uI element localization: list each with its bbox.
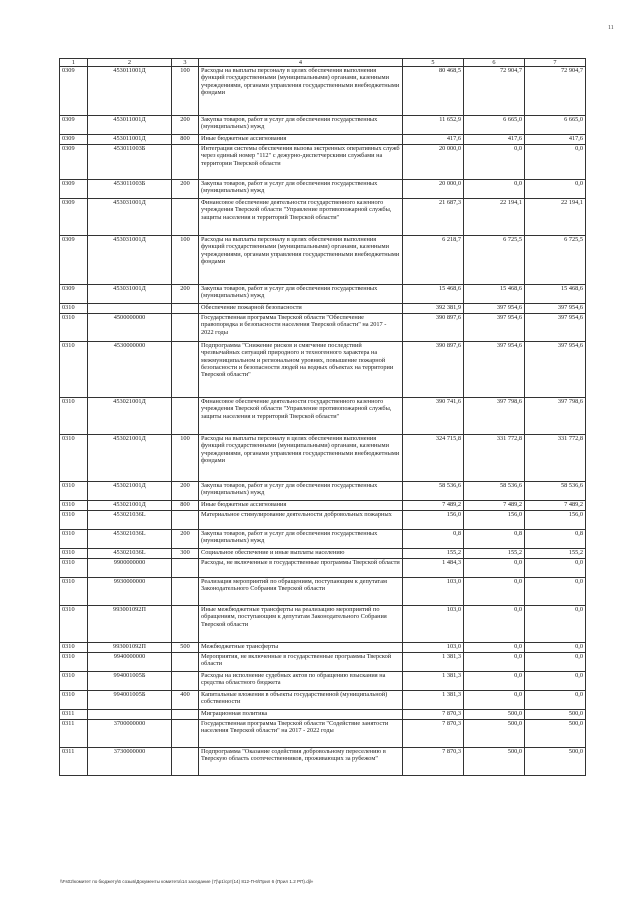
table-row xyxy=(60,653,586,672)
section-code-cell: 0310 xyxy=(60,314,88,342)
table-row xyxy=(60,314,586,342)
amount-year2-cell: 0,0 xyxy=(464,145,525,180)
target-article-cell: 453011001Д xyxy=(88,135,172,145)
target-article-cell: 4500000000 xyxy=(88,314,172,342)
target-article-cell: 453021001Д xyxy=(88,398,172,435)
amount-year3-cell: 0,0 xyxy=(525,653,586,672)
amount-year1-cell: 21 687,3 xyxy=(403,199,464,236)
amount-year2-cell: 156,0 xyxy=(464,511,525,530)
table-row xyxy=(60,549,586,559)
amount-year3-cell: 397 954,6 xyxy=(525,342,586,398)
column-header: 6 xyxy=(464,59,525,67)
amount-year2-cell: 397 954,6 xyxy=(464,342,525,398)
amount-year2-cell: 6 665,0 xyxy=(464,116,525,135)
expense-type-cell xyxy=(172,653,199,672)
table-row xyxy=(60,285,586,304)
target-article-cell: 453021036L xyxy=(88,530,172,549)
amount-year1-cell: 1 484,3 xyxy=(403,559,464,578)
amount-year3-cell: 500,0 xyxy=(525,748,586,776)
amount-year1-cell: 20 000,0 xyxy=(403,145,464,180)
amount-year1-cell: 11 652,9 xyxy=(403,116,464,135)
item-name-cell: Закупка товаров, работ и услуг для обеспечения государственных (муниципальных) нужд xyxy=(199,530,403,549)
amount-year3-cell: 7 489,2 xyxy=(525,501,586,511)
item-name-cell: Миграционная политика xyxy=(199,710,403,720)
item-name-cell: Подпрограмма "Снижение рисков и смягчение последствий чрезвычайных ситуаций природного и техногенного характера на межмуниципальном и региональном уровнях, повышение пожарной безопасности и безопасности людей на водных объектах на территории Тверской области" xyxy=(199,342,403,398)
amount-year3-cell: 0,8 xyxy=(525,530,586,549)
table-header-row xyxy=(60,59,586,67)
target-article-cell: 994001005Б xyxy=(88,691,172,710)
table-row xyxy=(60,236,586,285)
expense-type-cell: 100 xyxy=(172,435,199,482)
expense-type-cell xyxy=(172,511,199,530)
amount-year1-cell: 103,0 xyxy=(403,578,464,606)
table-row xyxy=(60,482,586,501)
amount-year2-cell: 6 725,5 xyxy=(464,236,525,285)
amount-year2-cell: 0,0 xyxy=(464,653,525,672)
amount-year2-cell: 500,0 xyxy=(464,748,525,776)
expense-type-cell xyxy=(172,314,199,342)
section-code-cell: 0310 xyxy=(60,691,88,710)
item-name-cell: Расходы, не включенные в государственные программы Тверской области xyxy=(199,559,403,578)
section-code-cell: 0310 xyxy=(60,530,88,549)
table-row xyxy=(60,691,586,710)
column-header: 1 xyxy=(60,59,88,67)
section-code-cell: 0311 xyxy=(60,720,88,748)
table-row xyxy=(60,578,586,606)
target-article-cell xyxy=(88,304,172,314)
section-code-cell: 0310 xyxy=(60,643,88,653)
expense-type-cell: 400 xyxy=(172,691,199,710)
section-code-cell: 0310 xyxy=(60,482,88,501)
expense-type-cell xyxy=(172,398,199,435)
target-article-cell: 993001092П xyxy=(88,606,172,643)
expense-type-cell xyxy=(172,672,199,691)
item-name-cell: Расходы на выплаты персоналу в целях обеспечения выполнения функций государственными (муниципальными) органами, казенными учреждениями, органами управления государственными внебюджетными фондами xyxy=(199,236,403,285)
item-name-cell: Закупка товаров, работ и услуг для обеспечения государственных (муниципальных) нужд xyxy=(199,180,403,199)
amount-year3-cell: 0,0 xyxy=(525,180,586,199)
expense-type-cell xyxy=(172,199,199,236)
table-row xyxy=(60,435,586,482)
item-name-cell: Финансовое обеспечение деятельности государственного казенного учреждения Тверской области "Управление противопожарной службы, защиты населения и территорий Тверской области" xyxy=(199,398,403,435)
item-name-cell: Социальное обеспечение и иные выплаты населению xyxy=(199,549,403,559)
file-path-footer: \\Fs02\комитет по бюджету\6 созыв\Документы комитета\14 заседание (7)\р1\срт(14) 812-П-6\Прил 6 (Прил 1.2 РП).djl» xyxy=(60,879,314,884)
expense-type-cell xyxy=(172,559,199,578)
amount-year2-cell: 0,0 xyxy=(464,559,525,578)
item-name-cell: Иные бюджетные ассигнования xyxy=(199,135,403,145)
amount-year3-cell: 500,0 xyxy=(525,720,586,748)
target-article-cell: 453021036L xyxy=(88,511,172,530)
table-row xyxy=(60,145,586,180)
item-name-cell: Иные межбюджетные трансферты на реализацию мероприятий по обращениям, поступающим к депутатам Законодательного Собрания Тверской области xyxy=(199,606,403,643)
item-name-cell: Подпрограмма "Оказание содействия добровольному переселению в Тверскую область соотечественников, проживающих за рубежом" xyxy=(199,748,403,776)
expense-type-cell: 500 xyxy=(172,643,199,653)
amount-year1-cell: 103,0 xyxy=(403,643,464,653)
section-code-cell: 0309 xyxy=(60,180,88,199)
amount-year3-cell: 155,2 xyxy=(525,549,586,559)
amount-year2-cell: 15 468,6 xyxy=(464,285,525,304)
amount-year2-cell: 0,8 xyxy=(464,530,525,549)
amount-year1-cell: 390 741,6 xyxy=(403,398,464,435)
expense-type-cell: 100 xyxy=(172,67,199,116)
section-code-cell: 0309 xyxy=(60,236,88,285)
amount-year3-cell: 6 725,5 xyxy=(525,236,586,285)
amount-year3-cell: 0,0 xyxy=(525,145,586,180)
amount-year1-cell: 390 897,6 xyxy=(403,314,464,342)
amount-year2-cell: 155,2 xyxy=(464,549,525,559)
target-article-cell: 9900000000 xyxy=(88,559,172,578)
amount-year2-cell: 0,0 xyxy=(464,180,525,199)
item-name-cell: Реализация мероприятий по обращениям, поступающим к депутатам Законодательного Собрания Тверской области xyxy=(199,578,403,606)
item-name-cell: Расходы на исполнение судебных актов по обращению взыскания на средства областного бюджета xyxy=(199,672,403,691)
target-article-cell: 453021001Д xyxy=(88,482,172,501)
section-code-cell: 0309 xyxy=(60,145,88,180)
target-article-cell: 453031001Д xyxy=(88,236,172,285)
table-row xyxy=(60,672,586,691)
expense-type-cell xyxy=(172,342,199,398)
expense-type-cell xyxy=(172,578,199,606)
section-code-cell: 0311 xyxy=(60,748,88,776)
section-code-cell: 0309 xyxy=(60,199,88,236)
amount-year1-cell: 80 468,5 xyxy=(403,67,464,116)
amount-year1-cell: 7 870,3 xyxy=(403,748,464,776)
target-article-cell: 453011003Б xyxy=(88,180,172,199)
table-row xyxy=(60,304,586,314)
section-code-cell: 0310 xyxy=(60,398,88,435)
table-row xyxy=(60,530,586,549)
table-row xyxy=(60,180,586,199)
amount-year1-cell: 155,2 xyxy=(403,549,464,559)
amount-year3-cell: 0,0 xyxy=(525,606,586,643)
column-header: 5 xyxy=(403,59,464,67)
table-row xyxy=(60,199,586,236)
item-name-cell: Государственная программа Тверской области "Обеспечение правопорядка и безопасности населения Тверской области" на 2017 - 2022 годы xyxy=(199,314,403,342)
section-code-cell: 0310 xyxy=(60,578,88,606)
amount-year1-cell: 20 000,0 xyxy=(403,180,464,199)
amount-year2-cell: 0,0 xyxy=(464,672,525,691)
amount-year1-cell: 1 381,3 xyxy=(403,691,464,710)
amount-year1-cell: 0,8 xyxy=(403,530,464,549)
section-code-cell: 0310 xyxy=(60,304,88,314)
amount-year2-cell: 397 798,6 xyxy=(464,398,525,435)
amount-year3-cell: 417,6 xyxy=(525,135,586,145)
item-name-cell: Обеспечение пожарной безопасности xyxy=(199,304,403,314)
amount-year1-cell: 324 715,8 xyxy=(403,435,464,482)
amount-year1-cell: 1 381,3 xyxy=(403,653,464,672)
amount-year1-cell: 392 381,9 xyxy=(403,304,464,314)
amount-year2-cell: 0,0 xyxy=(464,578,525,606)
item-name-cell: Мероприятия, не включенные в государственные программы Тверской области xyxy=(199,653,403,672)
section-code-cell: 0310 xyxy=(60,501,88,511)
amount-year3-cell: 397 954,6 xyxy=(525,314,586,342)
item-name-cell: Закупка товаров, работ и услуг для обеспечения государственных (муниципальных) нужд xyxy=(199,285,403,304)
section-code-cell: 0309 xyxy=(60,135,88,145)
table-row xyxy=(60,511,586,530)
amount-year1-cell: 156,0 xyxy=(403,511,464,530)
amount-year1-cell: 58 536,6 xyxy=(403,482,464,501)
amount-year3-cell: 0,0 xyxy=(525,691,586,710)
table-row xyxy=(60,116,586,135)
table-row xyxy=(60,67,586,116)
amount-year2-cell: 0,0 xyxy=(464,643,525,653)
amount-year2-cell: 500,0 xyxy=(464,710,525,720)
amount-year3-cell: 0,0 xyxy=(525,643,586,653)
table-row xyxy=(60,135,586,145)
target-article-cell: 3700000000 xyxy=(88,720,172,748)
amount-year3-cell: 0,0 xyxy=(525,578,586,606)
column-header: 7 xyxy=(525,59,586,67)
amount-year1-cell: 7 489,2 xyxy=(403,501,464,511)
table-row xyxy=(60,720,586,748)
amount-year2-cell: 72 904,7 xyxy=(464,67,525,116)
amount-year3-cell: 397 954,6 xyxy=(525,304,586,314)
section-code-cell: 0310 xyxy=(60,511,88,530)
expense-type-cell xyxy=(172,304,199,314)
amount-year2-cell: 7 489,2 xyxy=(464,501,525,511)
expense-type-cell: 200 xyxy=(172,116,199,135)
target-article-cell: 994001005Б xyxy=(88,672,172,691)
item-name-cell: Закупка товаров, работ и услуг для обеспечения государственных (муниципальных) нужд xyxy=(199,116,403,135)
target-article-cell: 4530000000 xyxy=(88,342,172,398)
target-article-cell: 453011001Д xyxy=(88,67,172,116)
expense-type-cell xyxy=(172,720,199,748)
expense-type-cell xyxy=(172,606,199,643)
section-code-cell: 0310 xyxy=(60,606,88,643)
table-row xyxy=(60,606,586,643)
expense-type-cell: 800 xyxy=(172,501,199,511)
section-code-cell: 0310 xyxy=(60,672,88,691)
amount-year2-cell: 331 772,8 xyxy=(464,435,525,482)
table-row xyxy=(60,559,586,578)
target-article-cell: 453031001Д xyxy=(88,199,172,236)
item-name-cell: Расходы на выплаты персоналу в целях обеспечения выполнения функций государственными (муниципальными) органами, казенными учреждениями, органами управления государственными внебюджетными фондами xyxy=(199,67,403,116)
target-article-cell: 453021001Д xyxy=(88,435,172,482)
section-code-cell: 0309 xyxy=(60,285,88,304)
section-code-cell: 0310 xyxy=(60,549,88,559)
amount-year2-cell: 22 194,1 xyxy=(464,199,525,236)
expense-type-cell: 200 xyxy=(172,482,199,501)
amount-year2-cell: 417,6 xyxy=(464,135,525,145)
section-code-cell: 0311 xyxy=(60,710,88,720)
table-row xyxy=(60,748,586,776)
amount-year2-cell: 397 954,6 xyxy=(464,314,525,342)
amount-year3-cell: 22 194,1 xyxy=(525,199,586,236)
amount-year1-cell: 1 381,3 xyxy=(403,672,464,691)
column-header: 4 xyxy=(199,59,403,67)
amount-year3-cell: 156,0 xyxy=(525,511,586,530)
amount-year1-cell: 7 870,3 xyxy=(403,720,464,748)
expense-type-cell: 200 xyxy=(172,530,199,549)
expense-type-cell: 300 xyxy=(172,549,199,559)
amount-year1-cell: 417,6 xyxy=(403,135,464,145)
section-code-cell: 0310 xyxy=(60,435,88,482)
expense-type-cell: 800 xyxy=(172,135,199,145)
target-article-cell: 9930000000 xyxy=(88,578,172,606)
amount-year3-cell: 15 468,6 xyxy=(525,285,586,304)
table-row xyxy=(60,643,586,653)
target-article-cell: 453021036L xyxy=(88,549,172,559)
amount-year2-cell: 500,0 xyxy=(464,720,525,748)
amount-year3-cell: 72 904,7 xyxy=(525,67,586,116)
table-row xyxy=(60,501,586,511)
amount-year3-cell: 331 772,8 xyxy=(525,435,586,482)
column-header: 3 xyxy=(172,59,199,67)
item-name-cell: Материальное стимулирование деятельности добровольных пожарных xyxy=(199,511,403,530)
item-name-cell: Финансовое обеспечение деятельности государственного казенного учреждения Тверской области "Управление противопожарной службы, защиты населения и территорий Тверской области" xyxy=(199,199,403,236)
item-name-cell: Интеграция системы обеспечения вызова экстренных оперативных служб через единый номер "112" с дежурно-диспетчерскими службами на территории Тверской области xyxy=(199,145,403,180)
amount-year1-cell: 7 870,3 xyxy=(403,710,464,720)
amount-year2-cell: 397 954,6 xyxy=(464,304,525,314)
target-article-cell: 9940000000 xyxy=(88,653,172,672)
expense-type-cell: 200 xyxy=(172,180,199,199)
amount-year3-cell: 0,0 xyxy=(525,559,586,578)
amount-year1-cell: 103,0 xyxy=(403,606,464,643)
section-code-cell: 0310 xyxy=(60,653,88,672)
item-name-cell: Иные бюджетные ассигнования xyxy=(199,501,403,511)
budget-table xyxy=(59,58,586,776)
amount-year2-cell: 0,0 xyxy=(464,606,525,643)
table-row xyxy=(60,710,586,720)
amount-year2-cell: 58 536,6 xyxy=(464,482,525,501)
amount-year1-cell: 6 218,7 xyxy=(403,236,464,285)
section-code-cell: 0309 xyxy=(60,116,88,135)
item-name-cell: Государственная программа Тверской области "Содействие занятости населения Тверской области" на 2017 - 2022 годы xyxy=(199,720,403,748)
amount-year3-cell: 0,0 xyxy=(525,672,586,691)
target-article-cell: 453031001Д xyxy=(88,285,172,304)
target-article-cell: 453021001Д xyxy=(88,501,172,511)
table-row xyxy=(60,342,586,398)
item-name-cell: Капитальные вложения в объекты государственной (муниципальной) собственности xyxy=(199,691,403,710)
section-code-cell: 0310 xyxy=(60,342,88,398)
amount-year3-cell: 500,0 xyxy=(525,710,586,720)
target-article-cell: 453011001Д xyxy=(88,116,172,135)
item-name-cell: Закупка товаров, работ и услуг для обеспечения государственных (муниципальных) нужд xyxy=(199,482,403,501)
expense-type-cell xyxy=(172,710,199,720)
target-article-cell: 993001092П xyxy=(88,643,172,653)
amount-year1-cell: 390 897,6 xyxy=(403,342,464,398)
item-name-cell: Расходы на выплаты персоналу в целях обеспечения выполнения функций государственными (муниципальными) органами, казенными учреждениями, органами управления государственными внебюджетными фондами xyxy=(199,435,403,482)
amount-year3-cell: 397 798,6 xyxy=(525,398,586,435)
target-article-cell xyxy=(88,710,172,720)
page-number: 11 xyxy=(608,25,614,31)
expense-type-cell xyxy=(172,748,199,776)
amount-year3-cell: 6 665,0 xyxy=(525,116,586,135)
item-name-cell: Межбюджетные трансферты xyxy=(199,643,403,653)
target-article-cell: 453011003Б xyxy=(88,145,172,180)
expense-type-cell: 100 xyxy=(172,236,199,285)
expense-type-cell xyxy=(172,145,199,180)
section-code-cell: 0310 xyxy=(60,559,88,578)
target-article-cell: 3730000000 xyxy=(88,748,172,776)
amount-year2-cell: 0,0 xyxy=(464,691,525,710)
expense-type-cell: 200 xyxy=(172,285,199,304)
table-row xyxy=(60,398,586,435)
column-header: 2 xyxy=(88,59,172,67)
section-code-cell: 0309 xyxy=(60,67,88,116)
amount-year1-cell: 15 468,6 xyxy=(403,285,464,304)
amount-year3-cell: 58 536,6 xyxy=(525,482,586,501)
